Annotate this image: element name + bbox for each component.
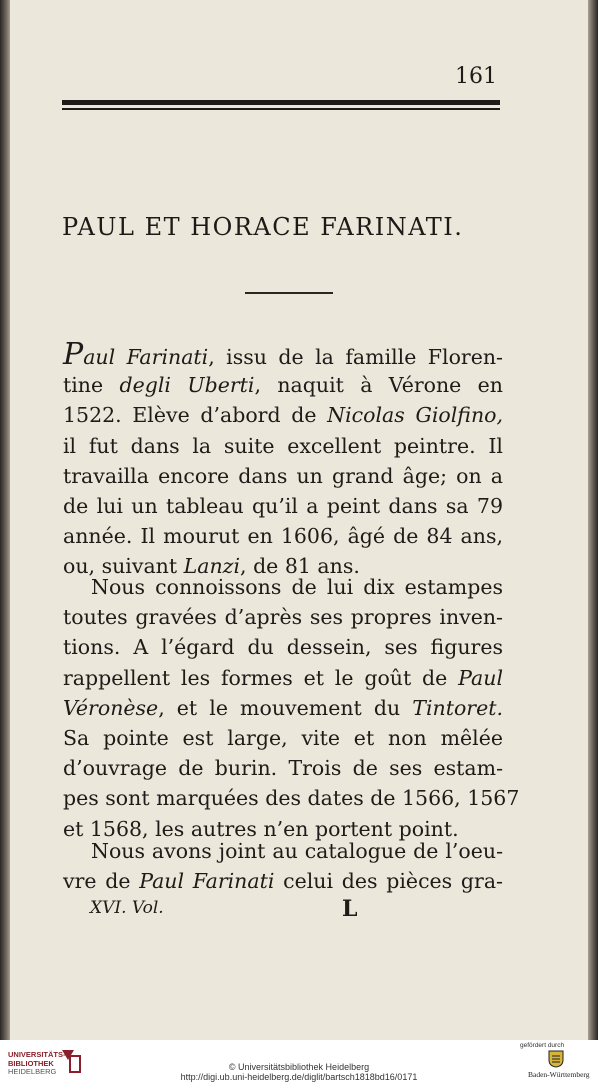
text-line: de lui un tableau qu’il a peint dans sa 79 [63, 493, 503, 518]
library-name-line: BIBLIOTHEK [8, 1058, 54, 1068]
library-name-line: HEIDELBERG [8, 1067, 57, 1076]
text-line: Véronèse, et le mouvement du Tintoret. [63, 695, 503, 720]
text-line: année. Il mourut en 1606, âgé de 84 ans, [63, 524, 503, 549]
text-line: et 1568, les autres n’en portent point. [63, 816, 459, 841]
chapter-title: PAUL ET HORACE FARINATI. [62, 213, 464, 241]
funded-by-label: gefördert durch [520, 1042, 565, 1049]
drop-cap: P [63, 337, 84, 372]
title-separator [245, 292, 333, 294]
text-line: il fut dans la suite excellent peintre. Il [63, 433, 503, 458]
signature-mark: XVI. Vol. [90, 898, 164, 918]
source-url[interactable]: http://digi.ub.uni-heidelberg.de/diglit/bartsch1818bd16/0171 [180, 1072, 418, 1082]
paragraph-2 [63, 572, 520, 844]
paragraph-3 [63, 836, 503, 896]
text-line: d’ouvrage de burin. Trois de ses estam- [63, 756, 503, 781]
text-line: Sa pointe est large, vite et non mêlée [63, 725, 503, 750]
text-line: tine degli Uberti, naquit à Vérone en [63, 373, 503, 398]
text-line: 1522. Elève d’abord de Nicolas Giolfino, [63, 403, 504, 428]
copyright-text: © Universitätsbibliothek Heidelberg [228, 1062, 370, 1072]
header-rule-thick [62, 100, 500, 105]
paragraph-1 [63, 337, 504, 582]
text-line: Nous connoissons de lui dix estampes [91, 575, 503, 599]
text-line: tions. A l’égard du dessein, ses figures [63, 635, 503, 660]
funder-name[interactable]: Baden-Württemberg [528, 1070, 590, 1079]
text-line: vre de Paul Farinati celui des pièces gra- [63, 869, 503, 894]
signature-letter: L [342, 896, 358, 922]
page-number: 161 [455, 64, 497, 89]
text-line: toutes gravées d’après ses propres inven- [63, 605, 503, 630]
library-name-line: UNIVERSITÄTS- [8, 1050, 66, 1059]
text-line: Paul Farinati, issu de la famille Floren- [63, 337, 503, 372]
text-line: rappellent les formes et le goût de Paul [63, 665, 503, 690]
state-crest-icon [548, 1050, 564, 1068]
text-line: pes sont marquées des dates de 1566, 1567 [63, 786, 520, 811]
header-rule-thin [62, 108, 500, 110]
text-line: travailla encore dans un grand âge; on a [63, 463, 503, 488]
copyright-block [0, 1058, 598, 1082]
text-line: ou, suivant Lanzi, de 81 ans. [63, 554, 360, 579]
text-line: Nous avons joint au catalogue de l’oeu- [91, 839, 503, 863]
